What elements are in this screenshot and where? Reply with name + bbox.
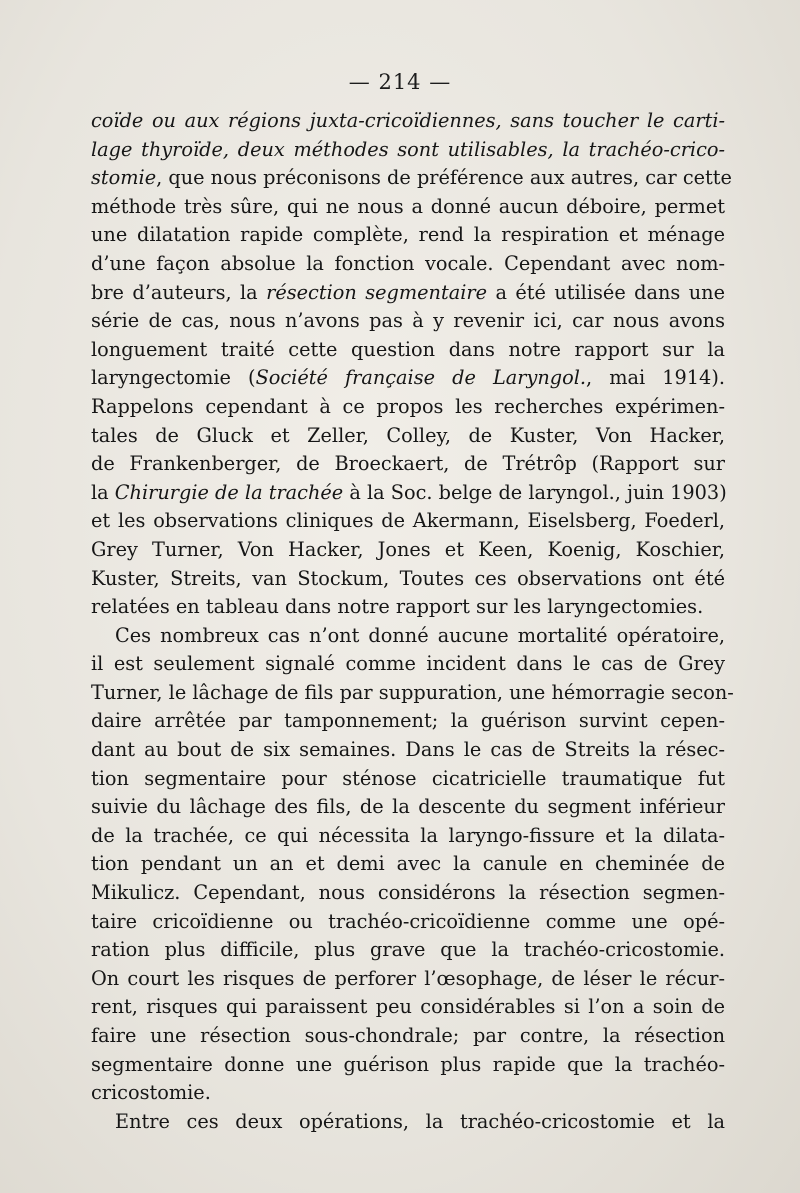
italic-text: lage thyroïde, deux méthodes sont utilisables, la trachéo-crico- bbox=[91, 137, 725, 161]
body-text bbox=[91, 107, 734, 1136]
text-run: de Frankenberger, de Broeckaert, de Trétrôp (Rapport sur bbox=[91, 452, 725, 476]
text-line bbox=[91, 450, 725, 479]
text-line bbox=[91, 879, 725, 908]
text-run: bre d’auteurs, la bbox=[91, 280, 267, 304]
text-line bbox=[91, 850, 725, 879]
text-run: tion pendant un an et demi avec la canule en cheminée de bbox=[91, 852, 725, 876]
text-run: , que nous préconisons de préférence aux autres, car cette bbox=[156, 166, 732, 190]
text-run: série de cas, nous n’avons pas à y revenir ici, car nous avons bbox=[91, 309, 725, 333]
text-run: Grey Turner, Von Hacker, Jones et Keen, Koenig, Koschier, bbox=[91, 537, 725, 561]
text-line bbox=[91, 193, 725, 222]
text-run: à la Soc. belge de laryngol., juin 1903) bbox=[343, 480, 727, 504]
text-line bbox=[91, 822, 725, 851]
text-run: tion segmentaire pour sténose cicatricielle traumatique fut bbox=[91, 766, 725, 790]
text-line bbox=[91, 422, 725, 451]
text-line bbox=[91, 650, 725, 679]
page-number: — 214 — bbox=[348, 70, 452, 94]
italic-text: Société française de Laryngol. bbox=[255, 366, 587, 390]
text-run: , mai 1914). bbox=[586, 366, 725, 390]
text-line bbox=[91, 364, 725, 393]
text-run: Turner, le lâchage de fils par suppuration, une hémorragie secon- bbox=[91, 680, 734, 704]
text-line bbox=[91, 622, 725, 651]
text-line bbox=[91, 393, 725, 422]
text-line bbox=[91, 679, 734, 708]
text-run: segmentaire donne une guérison plus rapide que la trachéo- bbox=[91, 1052, 725, 1076]
text-line bbox=[91, 593, 725, 622]
text-run: daire arrêtée par tamponnement; la guérison survint cepen- bbox=[91, 709, 725, 733]
text-line bbox=[91, 736, 725, 765]
text-line bbox=[91, 936, 725, 965]
text-run: Kuster, Streits, van Stockum, Toutes ces observations ont été bbox=[91, 566, 725, 590]
text-run: il est seulement signalé comme incident dans le cas de Grey bbox=[91, 652, 725, 676]
text-line bbox=[91, 1022, 725, 1051]
text-line bbox=[91, 965, 725, 994]
text-run: de la trachée, ce qui nécessita la laryngo-fissure et la dilata- bbox=[91, 823, 725, 847]
text-line bbox=[91, 993, 725, 1022]
text-run: On court les risques de perforer l’œsophage, de léser le récur- bbox=[91, 966, 725, 990]
text-line bbox=[91, 908, 725, 937]
text-line bbox=[91, 565, 725, 594]
text-run: taire cricoïdienne ou trachéo-cricoïdienne comme une opé- bbox=[91, 909, 725, 933]
text-run: laryngectomie ( bbox=[91, 366, 256, 390]
text-line bbox=[91, 250, 725, 279]
text-run: Rappelons cependant à ce propos les recherches expérimen- bbox=[91, 394, 725, 418]
italic-text: Chirurgie de la trachée bbox=[114, 480, 344, 504]
text-line bbox=[91, 1051, 725, 1080]
text-line bbox=[91, 1108, 725, 1137]
text-line bbox=[91, 793, 725, 822]
text-run: cricostomie. bbox=[91, 1081, 211, 1105]
text-line bbox=[91, 507, 725, 536]
text-run: ration plus difficile, plus grave que la trachéo-cricostomie. bbox=[91, 938, 725, 962]
text-line bbox=[91, 307, 725, 336]
text-run: longuement traité cette question dans notre rapport sur la bbox=[91, 337, 725, 361]
text-line bbox=[91, 707, 725, 736]
text-run: dant au bout de six semaines. Dans le cas de Streits la résec- bbox=[91, 738, 725, 762]
text-line bbox=[91, 765, 725, 794]
text-run: méthode très sûre, qui ne nous a donné aucun déboire, permet bbox=[91, 194, 725, 218]
text-run: d’une façon absolue la fonction vocale. Cependant avec nom- bbox=[91, 251, 725, 275]
text-run: suivie du lâchage des fils, de la descente du segment inférieur bbox=[91, 795, 725, 819]
italic-text: résection segmentaire bbox=[266, 280, 488, 304]
text-run: Entre ces deux opérations, la trachéo-cricostomie et la bbox=[115, 1109, 725, 1133]
italic-text: stomie bbox=[91, 166, 157, 190]
text-line bbox=[91, 336, 725, 365]
text-run: relatées en tableau dans notre rapport sur les laryngectomies. bbox=[91, 595, 704, 619]
text-line bbox=[91, 164, 732, 193]
text-line bbox=[91, 221, 725, 250]
text-run: une dilatation rapide complète, rend la respiration et ménage bbox=[91, 223, 725, 247]
text-run: faire une résection sous-chondrale; par contre, la résection bbox=[91, 1024, 725, 1047]
text-run: tales de Gluck et Zeller, Colley, de Kuster, Von Hacker, bbox=[91, 423, 725, 447]
text-line bbox=[91, 279, 725, 308]
text-run: Ces nombreux cas n’ont donné aucune mortalité opératoire, bbox=[115, 623, 725, 647]
text-line bbox=[91, 479, 725, 508]
text-line bbox=[91, 107, 725, 136]
italic-text: coïde ou aux régions juxta-cricoïdiennes, sans toucher le carti- bbox=[91, 109, 725, 132]
text-line bbox=[91, 1079, 725, 1108]
text-line bbox=[91, 136, 725, 165]
text-line bbox=[91, 536, 725, 565]
text-run: a été utilisée dans une bbox=[487, 280, 725, 304]
text-run: Mikulicz. Cependant, nous considérons la résection segmen- bbox=[91, 881, 725, 905]
text-run: rent, risques qui paraissent peu considérables si l’on a soin de bbox=[91, 995, 725, 1019]
text-run: et les observations cliniques de Akermann, Eiselsberg, Foederl, bbox=[91, 509, 725, 533]
text-run: la bbox=[91, 480, 115, 504]
